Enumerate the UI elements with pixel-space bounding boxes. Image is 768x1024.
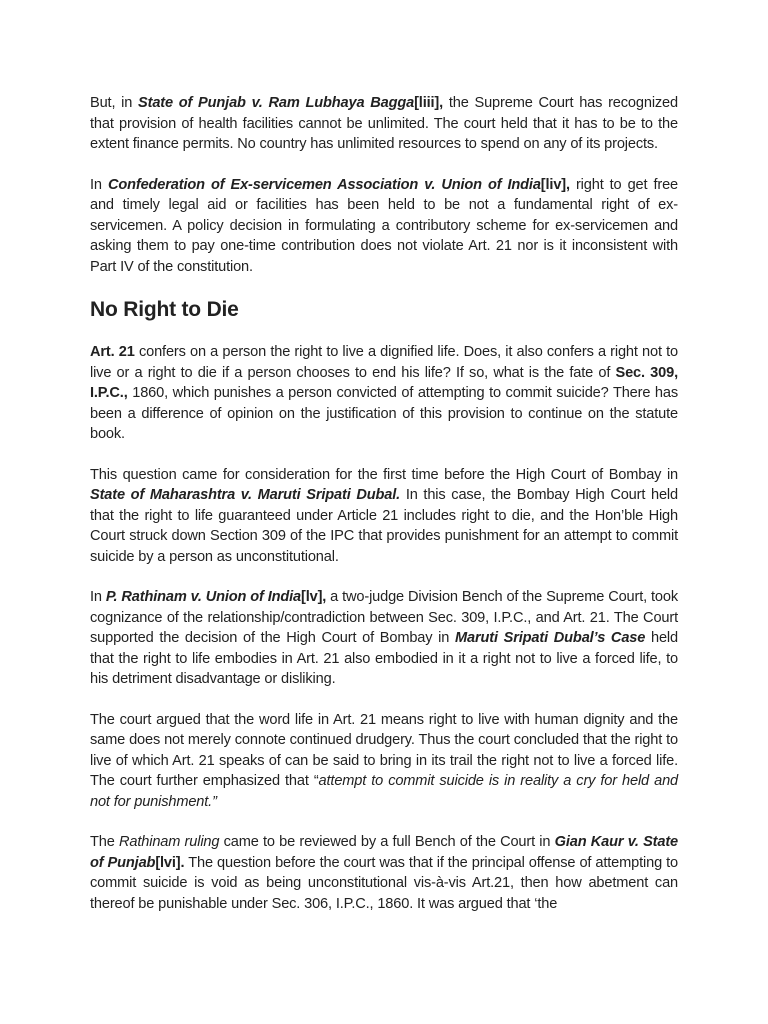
text: The — [90, 834, 119, 850]
text: the Supreme Court has recognized that provision of health facilities cannot be unlimited. The court held that it has to be to the extent finance permits. No country has unlimited resources to spend on any of its projects. — [90, 95, 678, 152]
ruling-name: Rathinam ruling — [119, 834, 220, 850]
footnote-ref: [lvi]. — [155, 854, 185, 871]
paragraph-ex-servicemen — [90, 175, 678, 278]
text: confers on a person the right to live a dignified life. Does, it also confers a right not to live or a right to die if a person chooses to end his life? If so, what is the fate of — [90, 344, 678, 381]
text: This question came for consideration for the first time before the High Court of Bombay in — [90, 466, 678, 483]
paragraph-art-21 — [90, 342, 678, 445]
text: In — [90, 589, 106, 605]
quotation: attempt to commit suicide is in reality a cry for held and not for punishment. — [90, 773, 678, 810]
case-name: State of Maharashtra v. Maruti Sripati Dubal. — [90, 487, 401, 503]
case-name: Gian Kaur v. State of Punjab — [90, 834, 679, 871]
text: right to get free and timely legal aid or facilities has been held to be not a fundamental right of ex-servicemen. A policy decision in formulating a contributory scheme for ex-servicemen and asking them to pay one-time contribution does not violate Art. 21 nor is it inconsistent with Part IV of the constitution. — [90, 176, 679, 275]
paragraph-ram-lubhaya-bagga — [90, 93, 678, 155]
case-name: Maruti Sripati Dubal’s Case — [455, 630, 646, 646]
section-heading: No Right to Die — [90, 298, 239, 321]
text: held that the right to life embodies in Art. 21 also embodied in it a right not to live a forced life, to his detriment disadvantage or disliking. — [90, 630, 678, 687]
footnote-ref: [lv], — [301, 589, 327, 605]
paragraph-maruti-dubal — [90, 465, 678, 568]
text: The question before the court was that if the principal offense of attempting to commit suicide is void as being unconstitutional vis-à-vis Art.21, then how abetment can thereof be punishable under Sec. 306, I.P.C., 1860. It was argued that ‘the — [90, 854, 678, 912]
text: But, in — [90, 95, 139, 111]
paragraph-gian-kaur — [90, 832, 678, 914]
text: came to be reviewed by a full Bench of the Court in — [219, 834, 555, 850]
footnote-ref: [liv], — [540, 176, 570, 193]
case-name: Confederation of Ex-servicemen Association v. Union of India — [107, 176, 541, 193]
text: In — [90, 176, 108, 193]
section-ref: Sec. 309, I.P.C., — [90, 364, 678, 401]
paragraph-rathinam — [90, 587, 678, 690]
text: In this case, the Bombay High Court held that the right to life guaranteed under Article 21 includes right to die, and the Hon’ble High Court struck down Section 309 of the IPC that provides punishment for an attempt to commit suicide by a person as unconstitutional. — [90, 487, 678, 565]
text: ” — [212, 793, 217, 810]
text: a two-judge Division Bench of the Supreme Court, took cognizance of the relationship/contradiction between Sec. 309, I.P.C., and Art. 21. The Court supported the decision of the High Court of Bombay in — [90, 589, 678, 646]
footnote-ref: [liii], — [414, 95, 444, 111]
case-name: P. Rathinam v. Union of India — [105, 589, 301, 605]
text: 1860, which punishes a person convicted of attempting to commit suicide? There has been a difference of opinion on the justification of this provision to continue on the statute book. — [90, 385, 678, 442]
article-ref: Art. 21 — [90, 344, 135, 360]
case-name: State of Punjab v. Ram Lubhaya Bagga — [138, 95, 415, 111]
paragraph-human-dignity — [90, 710, 678, 813]
text: The court argued that the word life in Art. 21 means right to live with human dignity and the same does not merely connote continued drudgery. Thus the court concluded that the right to live of which Art. 21 speaks of can be said to bring in its trail the right not to live a forced life. The court further emphasized that “ — [90, 711, 678, 789]
